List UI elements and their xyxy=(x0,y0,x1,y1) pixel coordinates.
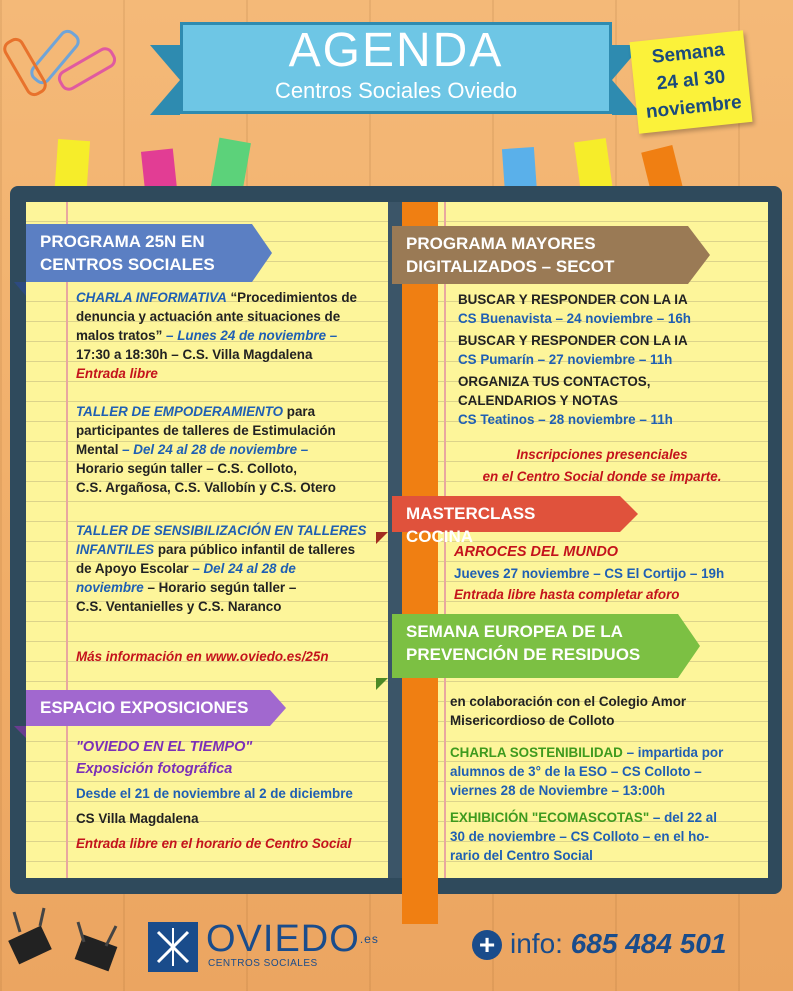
residuos-block xyxy=(450,692,762,865)
mayores-activity-1: BUSCAR Y RESPONDER CON LA IA xyxy=(458,292,688,307)
residuos-exhibicion-label: EXHIBICIÓN "ECOMASCOTAS" xyxy=(450,810,650,825)
charla-entry: Entrada libre xyxy=(76,366,158,381)
residuos-charla-by: – impartida por xyxy=(622,745,724,760)
section-residuos-arrow xyxy=(678,614,700,678)
section-25n-title-2: CENTROS SOCIALES xyxy=(40,255,215,274)
section-header-cocina xyxy=(392,496,620,546)
section-25n-title-1: PROGRAMA 25N EN xyxy=(40,232,205,251)
residuos-exhibicion-line-3: rario del Centro Social xyxy=(450,848,593,863)
logo-oviedo: OVIEDO xyxy=(206,918,360,960)
expo-block xyxy=(76,736,376,853)
expo-entry: Entrada libre en el horario de Centro Social xyxy=(76,836,352,851)
section-25n-fold xyxy=(14,282,26,296)
taller-empoderamiento-label: TALLER DE EMPODERAMIENTO xyxy=(76,404,284,419)
mayores-activity-3: ORGANIZA TUS CONTACTOS, xyxy=(458,374,651,389)
taller-sensibilizacion-apoyo: de Apoyo Escolar xyxy=(76,561,189,576)
notebook-spine xyxy=(388,202,402,878)
week-sticky-text xyxy=(630,34,752,126)
expo-dates: Desde el 21 de noviembre al 2 de diciembre xyxy=(76,786,353,801)
info-phone[interactable]: 685 484 501 xyxy=(570,928,727,959)
section-exposiciones-fold xyxy=(14,726,26,738)
section-cocina-fold xyxy=(376,532,388,544)
mayores-activity-2: BUSCAR Y RESPONDER CON LA IA xyxy=(458,333,688,348)
section-cocina-title: MASTERCLASS COCINA xyxy=(406,504,536,546)
bookmark-ribbon xyxy=(402,202,438,924)
binder-clip-icon xyxy=(6,906,66,966)
mayores-activity-3-when: CS Teatinos – 28 noviembre – 11h xyxy=(458,412,673,427)
info-contact xyxy=(510,926,726,962)
section-header-residuos xyxy=(392,614,678,678)
cocina-entry: Entrada libre hasta completar aforo xyxy=(454,587,680,602)
taller-empoderamiento-for: para xyxy=(283,404,316,419)
oviedo-logo-icon xyxy=(148,922,198,972)
taller-sensibilizacion-month: noviembre xyxy=(76,580,144,595)
expo-subtitle: Exposición fotográfica xyxy=(76,761,233,777)
section-mayores-title-2: DIGITALIZADOS – SECOT xyxy=(406,257,615,276)
section-25n-arrow xyxy=(252,224,272,282)
expo-place: CS Villa Magdalena xyxy=(76,811,199,826)
mayores-activity-2-when: CS Pumarín – 27 noviembre – 11h xyxy=(458,352,673,367)
residuos-charla-line-2: alumnos de 3° de la ESO – CS Colloto – xyxy=(450,764,702,779)
charla-title-start: “Procedimientos de xyxy=(226,290,357,305)
mayores-inscripciones xyxy=(452,444,752,488)
section-residuos-title-1: SEMANA EUROPEA DE LA xyxy=(406,622,623,641)
taller-empoderamiento-date: – Del 24 al 28 de noviembre – xyxy=(118,442,309,457)
charla-line-2: denuncia y actuación ante situaciones de xyxy=(76,309,341,324)
taller-sensibilizacion-for: para público infantil de talleres xyxy=(154,542,356,557)
sticky-line-1: Semana xyxy=(650,39,726,68)
margin-line-left xyxy=(66,202,68,878)
plus-icon: + xyxy=(472,930,502,960)
residuos-charla-label: CHARLA SOSTENIBILIDAD xyxy=(450,745,623,760)
taller-empoderamiento-block xyxy=(76,402,376,497)
oviedo-logo-text xyxy=(206,918,379,960)
mayores-inscripciones-2: en el Centro Social donde se imparte. xyxy=(482,469,722,484)
mayores-activity-3-b: CALENDARIOS Y NOTAS xyxy=(458,393,618,408)
taller-sensibilizacion-label: TALLER DE SENSIBILIZACIÓN EN TALLERES xyxy=(76,523,367,538)
residuos-charla-line-3: viernes 28 de Noviembre – 13:00h xyxy=(450,783,666,798)
taller-sensibilizacion-label-2: INFANTILES xyxy=(76,542,155,557)
page-subtitle: Centros Sociales Oviedo xyxy=(274,78,518,103)
charla-title-end: malos tratos” xyxy=(76,328,163,343)
charla-label: CHARLA INFORMATIVA xyxy=(76,290,227,305)
section-cocina-arrow xyxy=(620,496,638,532)
oviedo-shield-icon xyxy=(148,922,198,972)
charla-time-place: 17:30 a 18:30h – C.S. Villa Magdalena xyxy=(76,347,313,362)
cocina-when: Jueves 27 noviembre – CS El Cortijo – 19h xyxy=(454,566,725,581)
taller-empoderamiento-line-4: Horario según taller – C.S. Colloto, xyxy=(76,461,297,476)
section-header-25n xyxy=(26,224,252,282)
mayores-block xyxy=(458,290,758,429)
section-residuos-title-2: PREVENCIÓN DE RESIDUOS xyxy=(406,645,641,664)
taller-sensibilizacion-block xyxy=(76,521,376,616)
section-header-mayores xyxy=(392,226,688,284)
taller-sensibilizacion-schedule: – Horario según taller – xyxy=(143,580,297,595)
cocina-title: ARROCES DEL MUNDO xyxy=(454,544,619,560)
sticky-line-3: noviembre xyxy=(644,91,743,123)
residuos-colab-2: Misericordioso de Colloto xyxy=(450,713,615,728)
info-label: info: xyxy=(510,928,563,959)
page-title: AGENDA xyxy=(288,24,504,77)
section-header-exposiciones xyxy=(26,690,270,726)
residuos-exhibicion-dates: – del 22 al xyxy=(649,810,717,825)
banner-tail-left xyxy=(150,45,180,115)
section-exposiciones-title: ESPACIO EXPOSICIONES xyxy=(40,698,249,717)
more-info-link[interactable]: Más información en www.oviedo.es/25n xyxy=(76,649,329,664)
logo-subtitle: CENTROS SOCIALES xyxy=(208,958,318,969)
logo-es: .es xyxy=(359,932,379,946)
taller-empoderamiento-line-5: C.S. Argañosa, C.S. Vallobín y C.S. Otero xyxy=(76,480,336,495)
taller-empoderamiento-mental: Mental xyxy=(76,442,119,457)
section-mayores-arrow xyxy=(688,226,710,284)
charla-block xyxy=(76,288,376,383)
taller-sensibilizacion-places: C.S. Ventanielles y C.S. Naranco xyxy=(76,599,282,614)
sticky-line-2: 24 al 30 xyxy=(655,66,727,95)
taller-sensibilizacion-date: – Del 24 al 28 de xyxy=(188,561,296,576)
binder-clip-icon-2 xyxy=(66,918,126,978)
section-mayores-title-1: PROGRAMA MAYORES xyxy=(406,234,596,253)
mayores-inscripciones-1: Inscripciones presenciales xyxy=(516,447,688,462)
expo-title: "OVIEDO EN EL TIEMPO" xyxy=(76,739,253,755)
section-residuos-fold xyxy=(376,678,388,690)
cocina-block xyxy=(454,542,764,604)
residuos-exhibicion-line-2: 30 de noviembre – CS Colloto – en el ho- xyxy=(450,829,709,844)
charla-date: – Lunes 24 de noviembre – xyxy=(162,328,338,343)
residuos-colab-1: en colaboración con el Colegio Amor xyxy=(450,694,687,709)
section-exposiciones-arrow xyxy=(270,690,286,726)
ribbon-end xyxy=(402,904,438,924)
taller-empoderamiento-line-2: participantes de talleres de Estimulación xyxy=(76,423,336,438)
mayores-activity-1-when: CS Buenavista – 24 noviembre – 16h xyxy=(458,311,691,326)
